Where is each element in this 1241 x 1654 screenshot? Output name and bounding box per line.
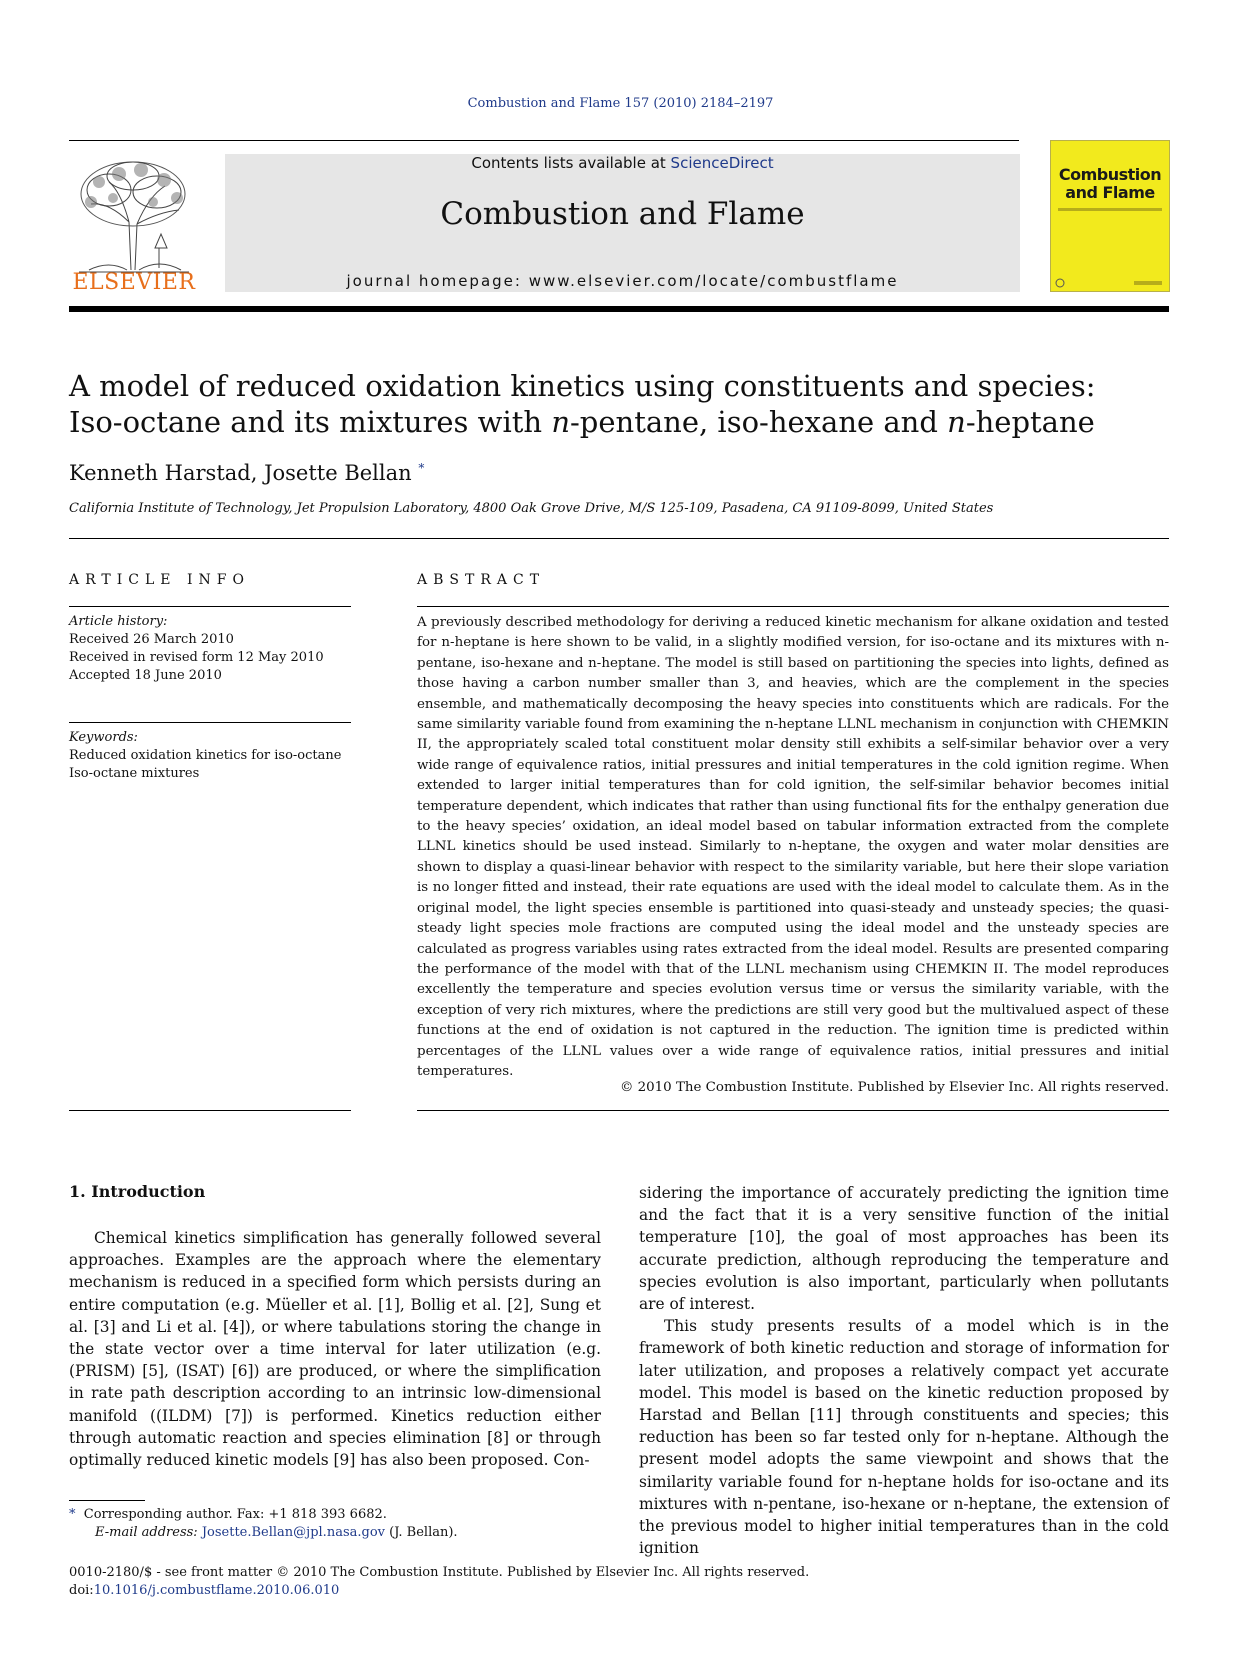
article-history [69, 613, 351, 685]
article-info-heading: ARTICLE INFO [69, 572, 250, 588]
contents-line [225, 154, 1020, 172]
doi-line: doi:10.1016/j.combustflame.2010.06.010 [69, 1583, 340, 1598]
header-rule [69, 140, 1019, 141]
section-heading-introduction: 1. Introduction [69, 1182, 206, 1201]
journal-homepage[interactable]: journal homepage: www.elsevier.com/locate/combustflame [346, 272, 899, 290]
abstract-copyright: © 2010 The Combustion Institute. Published by Elsevier Inc. All rights reserved. [619, 1080, 1169, 1095]
journal-cover-image [1050, 140, 1170, 292]
title-line-1: A model of reduced oxidation kinetics using constituents and species: [69, 369, 1096, 403]
body-column-right [639, 1182, 1169, 1559]
front-matter-line: 0010-2180/$ - see front matter © 2010 The Combustion Institute. Published by Elsevier Inc. All rights reserved. [69, 1565, 810, 1580]
abstract-text: A previously described methodology for deriving a reduced kinetic mechanism for alkane oxidation and tested for n-heptane is here shown to be valid, in a slightly modified version, for iso-octane and its mixtures with n-pentane, iso-hexane and n-heptane. The model is still based on partitioning the species into lights, defined as those having a carbon number smaller than 3, and heavies, which are the complement in the species ensemble, and mathematically decomposing the heavy species into constituents which are radicals. For the same similarity variable found from examining the n-heptane LLNL mechanism in conjunction with CHEMKIN II, the appropriately scaled total constituent molar density still exhibits a self-similar behavior over a very wide range of equivalence ratios, initial pressures and initial temperatures in the cold ignition regime. When extended to larger initial temperatures than for cold ignition, the self-similar behavior becomes initial temperature dependent, which indicates that rather than using functional fits for the enthalpy generation due to the heavy species’ oxidation, an ideal model based on tabular information extracted from the complete LLNL kinetics should be used instead. Similarly to n-heptane, the oxygen and water molar densities are shown to display a quasi-linear behavior with respect to the similarity variable, but here their slope variation is no longer fitted and instead, their rate equations are used with the ideal model to calculate them. As in the original model, the light species ensemble is partitioned into quasi-steady and unsteady species; the quasi-steady light species mole fractions are computed using the ideal model and the unsteady species are calculated as progress variables using rates extracted from the ideal model. Results are presented comparing the performance of the model with that of the LLNL mechanism using CHEMKIN II. The model reproduces excellently the temperature and species evolution versus time or versus the similarity variable, with the exception of very rich mixtures, where the predictions are still very good but the multivalued aspect of these functions at the end of oxidation is not captured in the reduction. The ignition time is predicted within percentages of the LLNL values over a wide range of equivalence ratios, initial pressures and initial temperatures. [417, 615, 1169, 1079]
keywords [69, 729, 351, 783]
history-revised: Received in revised form 12 May 2010 [69, 650, 324, 665]
footnote-email: E-mail address: Josette.Bellan@jpl.nasa.gov (J. Bellan). [95, 1525, 458, 1540]
keyword: Reduced oxidation kinetics for iso-octane [69, 748, 342, 763]
paper-title [69, 368, 1169, 440]
contents-prefix: Contents lists available at [471, 154, 671, 172]
body-paragraph: Chemical kinetics simplification has generally followed several approaches. Examples are the approach where the elementary mechanism is reduced in a specified form which persists during an entire computation (e.g. Müeller et al. [1], Bollig et al. [2], Sung et al. [3] and Li et al. [4]), or where tabulations storing the change in the state vector over a time interval for later utilization (e.g. (PRISM) [5], (ISAT) [6]) are produced, or where the simplification in rate path description according to an intrinsic low-dimensional manifold ((ILDM) [7]) is performed. Kinetics reduction either through automatic reaction and species elimination [8] or through optimally reduced kinetic models [9] has also been proposed. Con- [69, 1229, 601, 1470]
footnote-mark: * [69, 1507, 76, 1522]
divider [69, 1110, 351, 1111]
divider [69, 538, 1169, 539]
journal-citation[interactable]: Combustion and Flame 157 (2010) 2184–2197 [467, 96, 774, 111]
cover-title: Combustion and Flame [1058, 165, 1162, 202]
corresponding-author-mark[interactable]: * [418, 461, 425, 475]
divider [69, 722, 351, 723]
authors: Kenneth Harstad, Josette Bellan * [69, 461, 425, 485]
doi-link[interactable]: 10.1016/j.combustflame.2010.06.010 [93, 1583, 340, 1598]
keywords-label: Keywords: [69, 730, 138, 745]
footnote [69, 1506, 569, 1542]
body-paragraph: This study presents results of a model which is in the framework of both kinetic reduction and storage of information for later utilization, and proposes a relatively compact yet accurate model. This model is based on the kinetic reduction proposed by Harstad and Bellan [11] through constituents and species; this reduction has been so far tested only for n-heptane. Although the present model adopts the same viewpoint and shows that the similarity variable found for n-heptane holds for iso-octane and its mixtures with n-pentane, iso-hexane or n-heptane, the extension of the previous model to higher initial temperatures than in the cold ignition [639, 1317, 1169, 1558]
divider [417, 606, 1169, 607]
body-paragraph: sidering the importance of accurately predicting the ignition time and the fact that it is a very sensitive function of the initial temperature [10], the goal of most approaches has been its accurate prediction, although reproducing the temperature and species evolution is also important, particularly when pollutants are of interest. [639, 1184, 1169, 1314]
journal-title: Combustion and Flame [440, 196, 805, 232]
email-link[interactable]: Josette.Bellan@jpl.nasa.gov [201, 1525, 385, 1540]
history-accepted: Accepted 18 June 2010 [69, 668, 222, 683]
keyword: Iso-octane mixtures [69, 766, 200, 781]
header-thick-rule [69, 306, 1169, 312]
sciencedirect-link[interactable]: ScienceDirect [670, 154, 774, 172]
title-line-2: Iso-octane and its mixtures with n-pentane, iso-hexane and n-heptane [69, 405, 1095, 439]
footnote-corresponding: * Corresponding author. Fax: +1 818 393 6682. [69, 1507, 387, 1522]
abstract-heading: ABSTRACT [417, 572, 546, 588]
divider [417, 1110, 1169, 1111]
footnote-rule [69, 1500, 145, 1501]
cover-footer-marks [1054, 278, 1166, 288]
front-matter-info [69, 1564, 969, 1600]
body-column-left [69, 1227, 601, 1471]
history-received: Received 26 March 2010 [69, 632, 234, 647]
history-label: Article history: [69, 614, 168, 629]
affiliation: California Institute of Technology, Jet Propulsion Laboratory, 4800 Oak Grove Drive, M/S 125-109, Pasadena, CA 91109-8099, United States [69, 501, 994, 516]
divider [69, 606, 351, 607]
elsevier-wordmark: ELSEVIER [72, 270, 196, 295]
cover-subtitle-line [1058, 208, 1162, 211]
